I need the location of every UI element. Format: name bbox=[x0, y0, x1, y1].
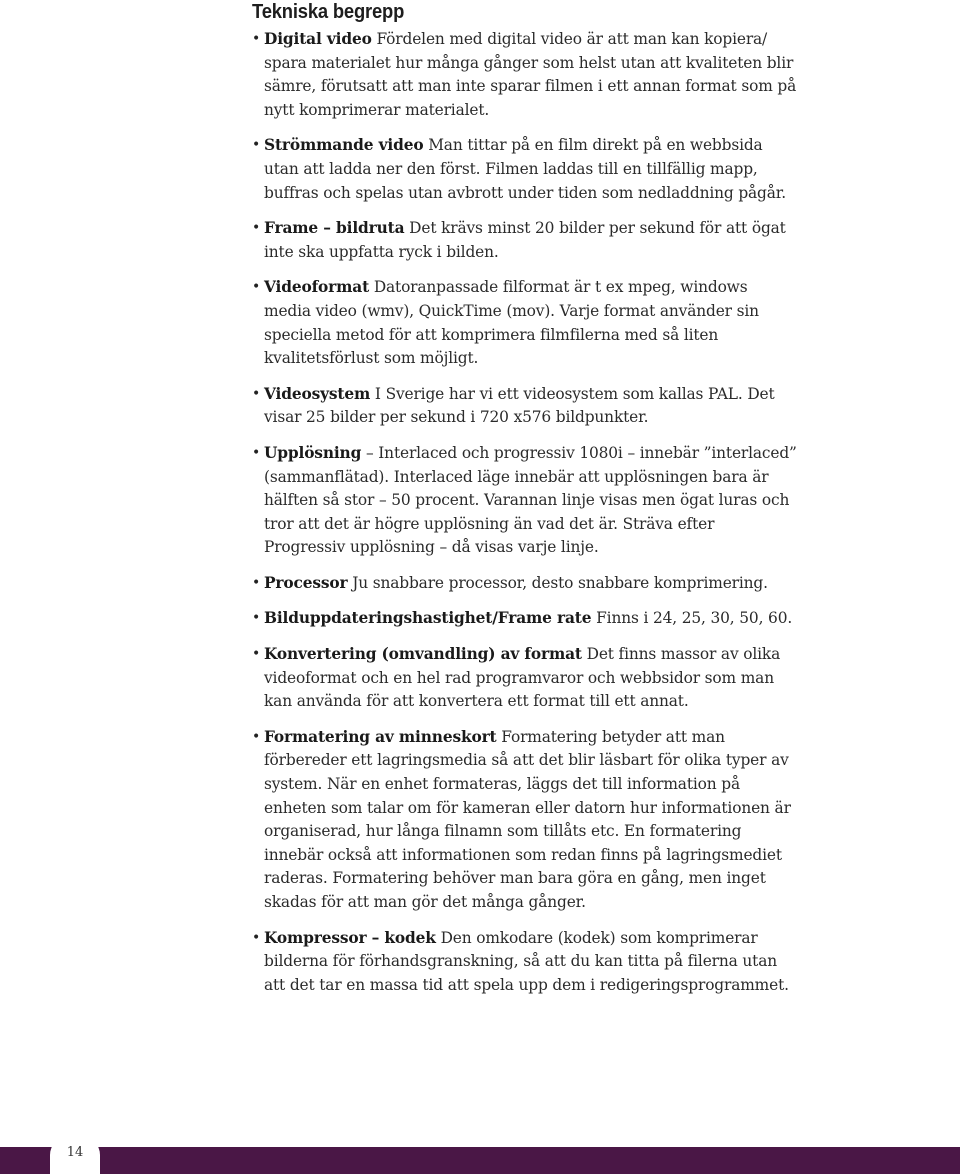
list-item bbox=[252, 442, 797, 560]
term-description: – Interlaced och progressiv 1080i – innebär ”interlaced” (sammanflätad). Interlaced läge innebär att upplösningen bara är hälften så stor – 50 procent. Varannan linje visas men ögat luras och tror att det är högre upplösning än vad det är. Sträva efter Progressiv upplösning – då visas varje linje. bbox=[264, 443, 797, 557]
list-item bbox=[252, 572, 797, 596]
list-item bbox=[252, 643, 797, 714]
page-number: 14 bbox=[66, 1145, 84, 1160]
term-heading: Videoformat bbox=[264, 278, 370, 297]
bullet-icon: • bbox=[252, 929, 261, 946]
term-description: Finns i 24, 25, 30, 50, 60. bbox=[596, 609, 793, 628]
term-description: Den omkodare (kodek) som komprimerar bilderna för förhandsgranskning, så att du kan titta på filerna utan att det tar en massa tid att spela upp dem i redigeringsprogrammet. bbox=[264, 928, 789, 994]
term-description: I Sverige har vi ett videosystem som kallas PAL. Det visar 25 bilder per sekund i 720 x576 bildpunkter. bbox=[264, 384, 775, 427]
footer-bar bbox=[0, 1147, 960, 1174]
term-description: Det krävs minst 20 bilder per sekund för att ögat inte ska uppfatta ryck i bilden. bbox=[264, 219, 786, 261]
term-heading: Strömmande video bbox=[264, 136, 424, 155]
bullet-icon: • bbox=[252, 385, 261, 402]
term-heading: Videosystem bbox=[264, 384, 371, 403]
term-description: Ju snabbare processor, desto snabbare komprimering. bbox=[352, 573, 768, 592]
bullet-icon: • bbox=[252, 220, 261, 237]
term-heading: Formatering av minneskort bbox=[264, 727, 497, 746]
term-heading: Frame – bildruta bbox=[264, 219, 405, 238]
term-description: Formatering betyder att man förbereder ett lagringsmedia så att det blir läsbart för olika typer av system. När en enhet formateras, läggs det till information på enheten som talar om för kameran eller datorn hur informationen är organiserad, hur långa filnamn som tillåts etc. En formatering innebär också att informationen som redan finns på lagringsmediet raderas. Formatering behöver man bara göra en gång, men inget skadas för att man gör det många gånger. bbox=[264, 727, 791, 911]
list-item bbox=[252, 726, 797, 915]
term-description: Man tittar på en film direkt på en webbsida utan att ladda ner den först. Filmen laddas till en tillfällig mapp, buffras och spelas utan avbrott under tiden som nedladdning pågår. bbox=[264, 136, 787, 202]
list-item bbox=[252, 134, 797, 205]
list-item bbox=[252, 217, 797, 264]
bullet-icon: • bbox=[252, 137, 261, 154]
list-item bbox=[252, 276, 797, 370]
term-heading: Bilduppdateringshastighet/Frame rate bbox=[264, 609, 592, 628]
list-item bbox=[252, 607, 797, 631]
term-heading: Digital video bbox=[264, 30, 372, 48]
bullet-icon: • bbox=[252, 31, 261, 47]
term-heading: Konvertering (omvandling) av format bbox=[264, 645, 582, 664]
bullet-icon: • bbox=[252, 444, 261, 461]
bullet-icon: • bbox=[252, 610, 261, 627]
term-description: Det finns massor av olika videoformat och en hel rad programvaror och webbsidor som man kan använda för att konvertera ett format till ett annat. bbox=[264, 645, 781, 711]
list-item bbox=[252, 383, 797, 430]
bullet-icon: • bbox=[252, 279, 261, 296]
bullet-icon: • bbox=[252, 728, 261, 745]
term-description: Fördelen med digital video är att man kan kopiera/ spara materialet hur många gånger som helst utan att kvaliteten blir sämre, förutsatt att man inte sparar filmen i ett annan format som på nytt komprimerar materialet. bbox=[264, 30, 797, 119]
term-heading: Kompressor – kodek bbox=[264, 928, 436, 947]
bullet-icon: • bbox=[252, 646, 261, 663]
term-heading: Upplösning bbox=[264, 443, 362, 462]
term-list bbox=[252, 28, 797, 1009]
term-description: Datoranpassade filformat är t ex mpeg, windows media video (wmv), QuickTime (mov). Varje format använder sin speciella metod för att komprimera filmfilerna med så liten kvalitetsförlust som möjligt. bbox=[264, 278, 759, 368]
term-heading: Processor bbox=[264, 573, 348, 592]
bullet-icon: • bbox=[252, 574, 261, 591]
list-item bbox=[252, 28, 797, 122]
page-number-tab bbox=[50, 1136, 100, 1174]
list-item bbox=[252, 927, 797, 998]
page-title: Tekniska begrepp bbox=[252, 1, 405, 23]
